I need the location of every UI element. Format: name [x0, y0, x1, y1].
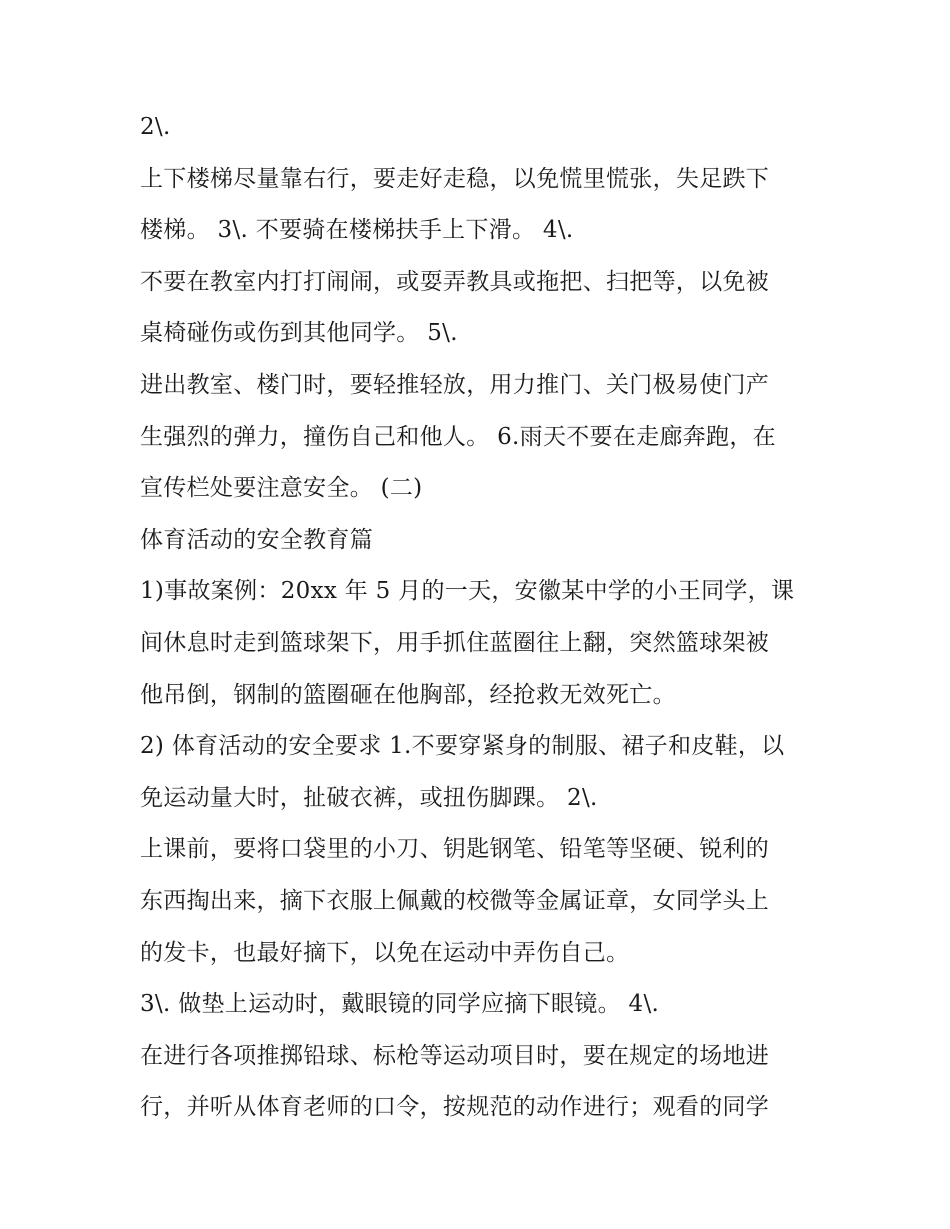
text-line: 2\. [140, 114, 171, 140]
text-line: 在进行各项推掷铅球、标枪等运动项目时，要在规定的场地进 [140, 1042, 770, 1069]
text-line: 进出教室、楼门时，要轻推轻放，用力推门、关门极易使门产 [140, 371, 770, 398]
text-line: 上下楼梯尽量靠右行，要走好走稳，以免慌里慌张，失足跌下 [140, 165, 770, 192]
text-line: 宣传栏处要注意安全。 (二) [140, 475, 423, 502]
text-line: 桌椅碰伤或伤到其他同学。 5\. [140, 320, 458, 347]
text-line: 生强烈的弹力，撞伤自己和他人。 6.雨天不要在走廊奔跑，在 [140, 423, 776, 450]
text-line: 1)事故案例：20xx 年 5 月的一天，安徽某中学的小王同学，课 [140, 578, 795, 605]
text-line: 行，并听从体育老师的口令，按规范的动作进行；观看的同学 [140, 1094, 770, 1121]
text-line: 3\. 做垫上运动时，戴眼镜的同学应摘下眼镜。 4\. [140, 991, 660, 1018]
text-line: 免运动量大时，扯破衣裤，或扭伤脚踝。 2\. [140, 784, 598, 811]
text-line: 2) 体育活动的安全要求 1.不要穿紧身的制服、裙子和皮鞋，以 [140, 733, 785, 760]
text-line: 不要在教室内打打闹闹，或耍弄教具或拖把、扫把等，以免被 [140, 268, 770, 295]
text-line: 楼梯。 3\. 不要骑在楼梯扶手上下滑。 4\. [140, 217, 574, 244]
text-line: 东西掏出来，摘下衣服上佩戴的校微等金属证章，女同学头上 [140, 887, 770, 914]
text-line: 的发卡，也最好摘下，以免在运动中弄伤自己。 [140, 939, 630, 966]
text-line: 间休息时走到篮球架下，用手抓住蓝圈往上翻，突然篮球架被 [140, 629, 770, 656]
body-text [140, 102, 820, 1134]
text-line: 他吊倒，钢制的篮圈砸在他胸部，经抢救无效死亡。 [140, 681, 676, 708]
section-heading: 体育活动的安全教育篇 [140, 526, 373, 553]
text-line: 上课前，要将口袋里的小刀、钥匙钢笔、铅笔等坚硬、锐利的 [140, 836, 770, 863]
